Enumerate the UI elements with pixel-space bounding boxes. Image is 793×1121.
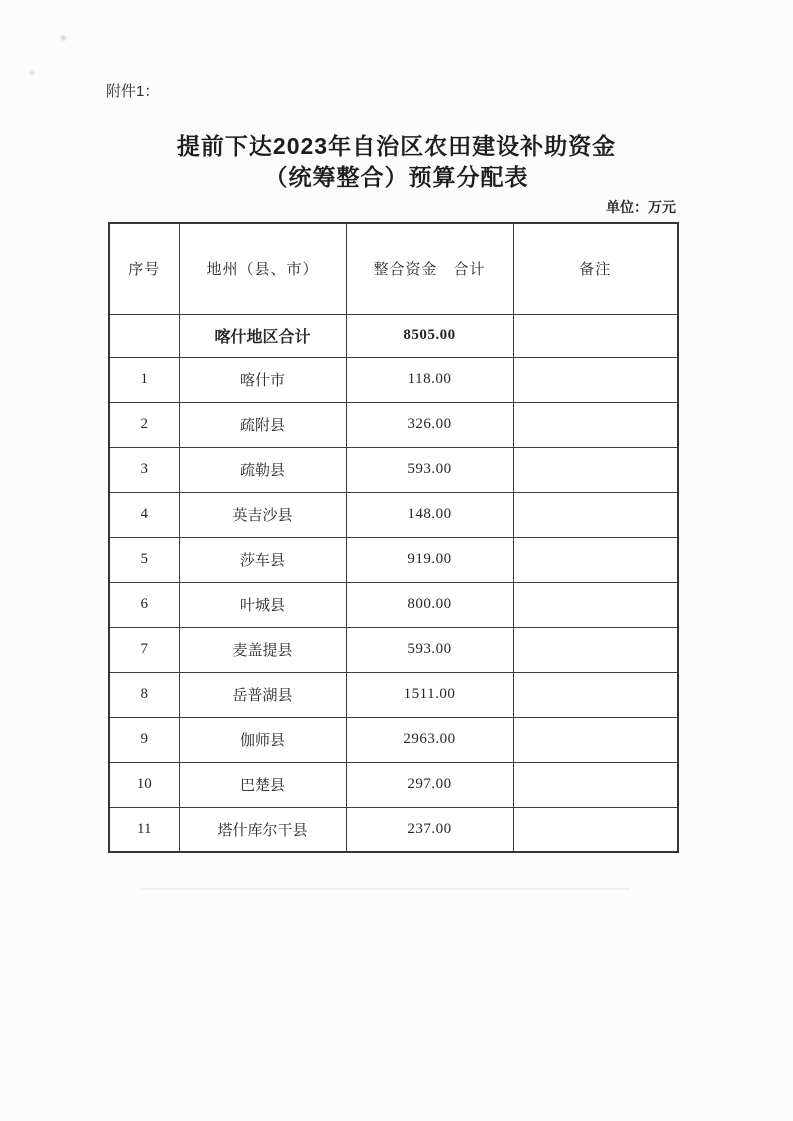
title-line-1: 提前下达2023年自治区农田建设补助资金 xyxy=(176,133,617,159)
cell-amount: 593.00 xyxy=(346,627,513,672)
scan-artifact-line xyxy=(140,888,630,890)
cell-region: 疏勒县 xyxy=(179,447,346,492)
cell-amount: 593.00 xyxy=(346,447,513,492)
cell-remark xyxy=(513,672,678,717)
total-amount: 8505.00 xyxy=(346,314,513,357)
table-row xyxy=(109,537,678,582)
total-region: 喀什地区合计 xyxy=(179,314,346,357)
cell-region: 麦盖提县 xyxy=(179,627,346,672)
cell-region: 塔什库尔干县 xyxy=(179,807,346,852)
cell-seq: 4 xyxy=(109,492,179,537)
table-header-row xyxy=(109,223,678,314)
cell-amount: 2963.00 xyxy=(346,717,513,762)
table-row xyxy=(109,492,678,537)
cell-amount: 297.00 xyxy=(346,762,513,807)
cell-seq: 8 xyxy=(109,672,179,717)
cell-remark xyxy=(513,402,678,447)
cell-amount: 919.00 xyxy=(346,537,513,582)
cell-region: 伽师县 xyxy=(179,717,346,762)
attachment-label: 附件1： xyxy=(106,83,160,100)
cell-seq: 6 xyxy=(109,582,179,627)
table-row xyxy=(109,402,678,447)
header-seq: 序号 xyxy=(109,223,179,314)
table-row xyxy=(109,627,678,672)
cell-remark xyxy=(513,357,678,402)
total-seq xyxy=(109,314,179,357)
cell-seq: 1 xyxy=(109,357,179,402)
cell-amount: 118.00 xyxy=(346,357,513,402)
cell-remark xyxy=(513,807,678,852)
cell-amount: 800.00 xyxy=(346,582,513,627)
header-remark: 备注 xyxy=(513,223,678,314)
total-row xyxy=(109,314,678,357)
cell-remark xyxy=(513,492,678,537)
table-row xyxy=(109,717,678,762)
cell-amount: 1511.00 xyxy=(346,672,513,717)
cell-region: 疏附县 xyxy=(179,402,346,447)
header-amount: 整合资金 合计 xyxy=(346,223,513,314)
cell-region: 叶城县 xyxy=(179,582,346,627)
document-title xyxy=(0,131,793,193)
cell-region: 岳普湖县 xyxy=(179,672,346,717)
cell-region: 喀什市 xyxy=(179,357,346,402)
cell-seq: 10 xyxy=(109,762,179,807)
table-row xyxy=(109,672,678,717)
table-row xyxy=(109,447,678,492)
cell-region: 莎车县 xyxy=(179,537,346,582)
cell-amount: 148.00 xyxy=(346,492,513,537)
unit-note: 单位：万元 xyxy=(606,199,676,215)
total-remark xyxy=(513,314,678,357)
cell-remark xyxy=(513,717,678,762)
cell-seq: 3 xyxy=(109,447,179,492)
header-region: 地州（县、市） xyxy=(179,223,346,314)
scan-artifact-speck xyxy=(61,36,66,40)
budget-table xyxy=(108,222,679,853)
table-row xyxy=(109,807,678,852)
cell-seq: 5 xyxy=(109,537,179,582)
scan-artifact-speck xyxy=(30,71,34,75)
table-row xyxy=(109,582,678,627)
cell-remark xyxy=(513,537,678,582)
table-row xyxy=(109,357,678,402)
cell-remark xyxy=(513,582,678,627)
cell-remark xyxy=(513,447,678,492)
cell-amount: 237.00 xyxy=(346,807,513,852)
cell-amount: 326.00 xyxy=(346,402,513,447)
cell-seq: 7 xyxy=(109,627,179,672)
cell-region: 巴楚县 xyxy=(179,762,346,807)
table-row xyxy=(109,762,678,807)
cell-region: 英吉沙县 xyxy=(179,492,346,537)
title-line-2: （统筹整合）预算分配表 xyxy=(264,164,529,190)
cell-remark xyxy=(513,762,678,807)
cell-seq: 11 xyxy=(109,807,179,852)
cell-seq: 2 xyxy=(109,402,179,447)
cell-seq: 9 xyxy=(109,717,179,762)
cell-remark xyxy=(513,627,678,672)
